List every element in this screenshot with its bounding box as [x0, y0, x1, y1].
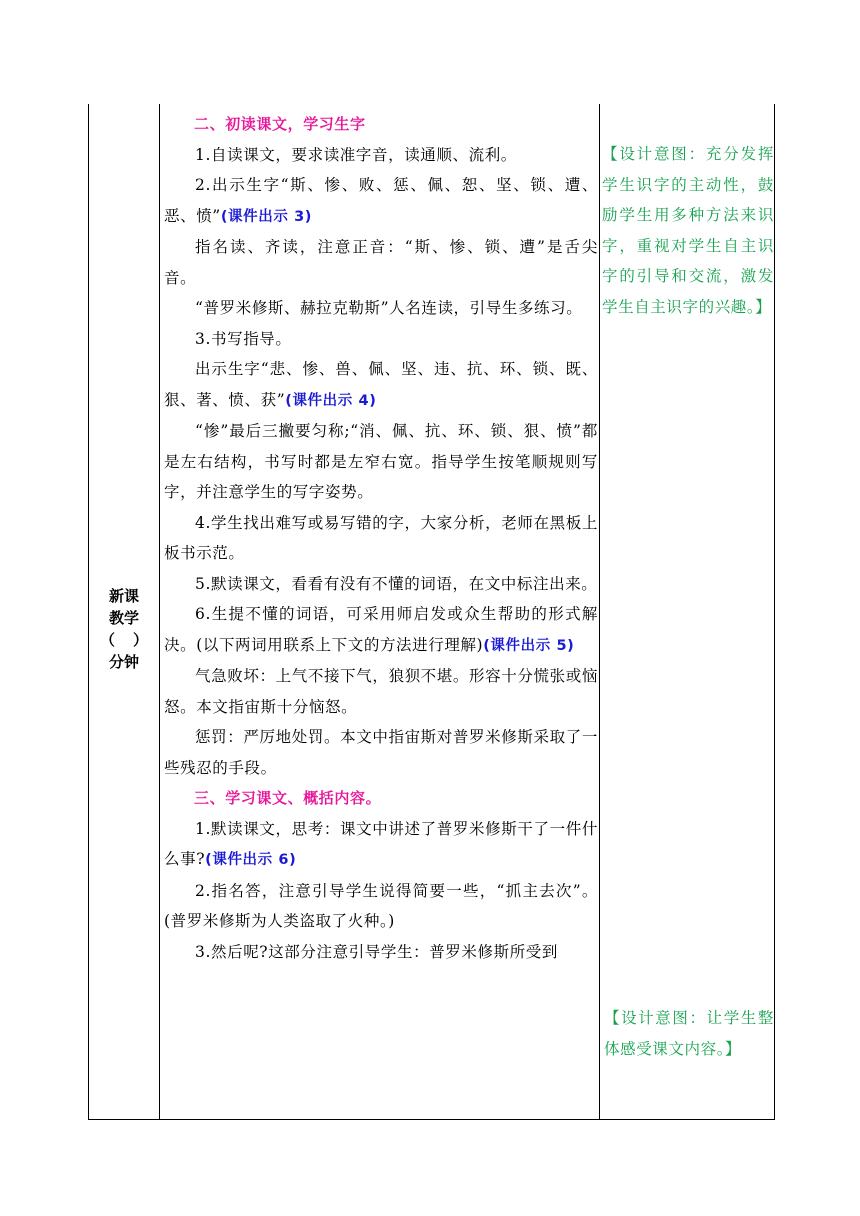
paragraph: 指名读、齐读，注意正音：“斯、惨、锁、遭”是舌尖音。	[164, 238, 598, 287]
paragraph-text: 1.默读课文，思考：课文中讲述了普罗米修斯干了一件什么事?	[164, 819, 598, 868]
courseware-ref: (课件出示 5)	[483, 637, 575, 654]
paren-left: （	[100, 630, 116, 649]
paragraph	[164, 170, 598, 232]
paragraph	[164, 814, 598, 876]
lesson-plan-table	[88, 104, 775, 1120]
paragraph: 1.自读课文，要求读准字音，读通顺、流利。	[195, 145, 517, 164]
courseware-ref: (课件出示 4)	[285, 392, 377, 409]
section-heading-2: 二、初读课文，学习生字	[194, 115, 366, 133]
table-row	[89, 104, 775, 1120]
paragraph: “普罗米修斯、赫拉克勒斯”人名连读，引导生多练习。	[195, 299, 583, 317]
paragraph-text: 2.出示生字“斯、惨、败、惩、佩、恕、坚、锁、遭、恶、愤”	[164, 176, 598, 225]
minutes-blank	[89, 629, 159, 651]
paragraph: 3.书写指导。	[195, 329, 292, 348]
section-label-line4: 分钟	[108, 652, 139, 671]
paragraph: 5.默读课文，看看有没有不懂的词语，在文中标注出来。	[195, 574, 598, 593]
section-label-cell	[89, 104, 160, 1120]
paragraph: 气急败坏：上气不接下气，狼狈不堪。形容十分慌张或恼怒。本文指宙斯十分恼怒。	[164, 667, 598, 716]
paragraph-text: 出示生字“悲、惨、兽、佩、坚、违、抗、环、锁、既、狠、著、愤、获”	[164, 360, 598, 409]
courseware-ref: (课件出示 3)	[220, 208, 313, 225]
paragraph: 3.然后呢?这部分注意引导学生：普罗米修斯所受到	[195, 942, 558, 961]
paragraph: 惩罚：严厉地处罚。本文中指宙斯对普罗米修斯采取了一些残忍的手段。	[164, 728, 598, 777]
design-intent-note: 【设计意图：充分发挥学生识字的主动性，鼓励学生用多种方法来识字，重视对学生自主识字的引导和交流，激发学生自主识字的兴趣。】	[602, 145, 774, 316]
main-content-cell	[160, 104, 600, 1120]
paren-right: ）	[132, 630, 148, 649]
section-label-line1: 新课	[108, 586, 139, 605]
courseware-ref: (课件出示 6)	[205, 852, 297, 868]
section-label-line2: 教学	[108, 608, 139, 627]
design-notes-cell	[600, 104, 775, 1120]
design-intent-note: 【设计意图：让学生整体感受课文内容。】	[604, 1009, 774, 1058]
section-heading-3: 三、学习课文、概括内容。	[194, 789, 382, 807]
notes-wrapper	[602, 139, 774, 1119]
paragraph	[164, 354, 598, 416]
paragraph: 4.学生找出难写或易写错的字，大家分析，老师在黑板上板书示范。	[164, 513, 598, 562]
section-label	[89, 585, 159, 673]
paragraph-text: 6.生提不懂的词语，可采用师启发或众生帮助的形式解决。(以下两词用联系上下文的方法进行理解)	[164, 605, 598, 654]
paragraph: “惨”最后三撇要匀称;“消、佩、抗、环、锁、狠、愤”都是左右结构，书写时都是左窄右宽。指导学生按笔顺规则写字，并注意学生的写字姿势。	[164, 422, 598, 501]
paragraph: 2.指名答，注意引导学生说得简要一些，“抓主去次”。(普罗米修斯为人类盗取了火种。)	[164, 881, 598, 930]
paragraph	[164, 599, 598, 661]
